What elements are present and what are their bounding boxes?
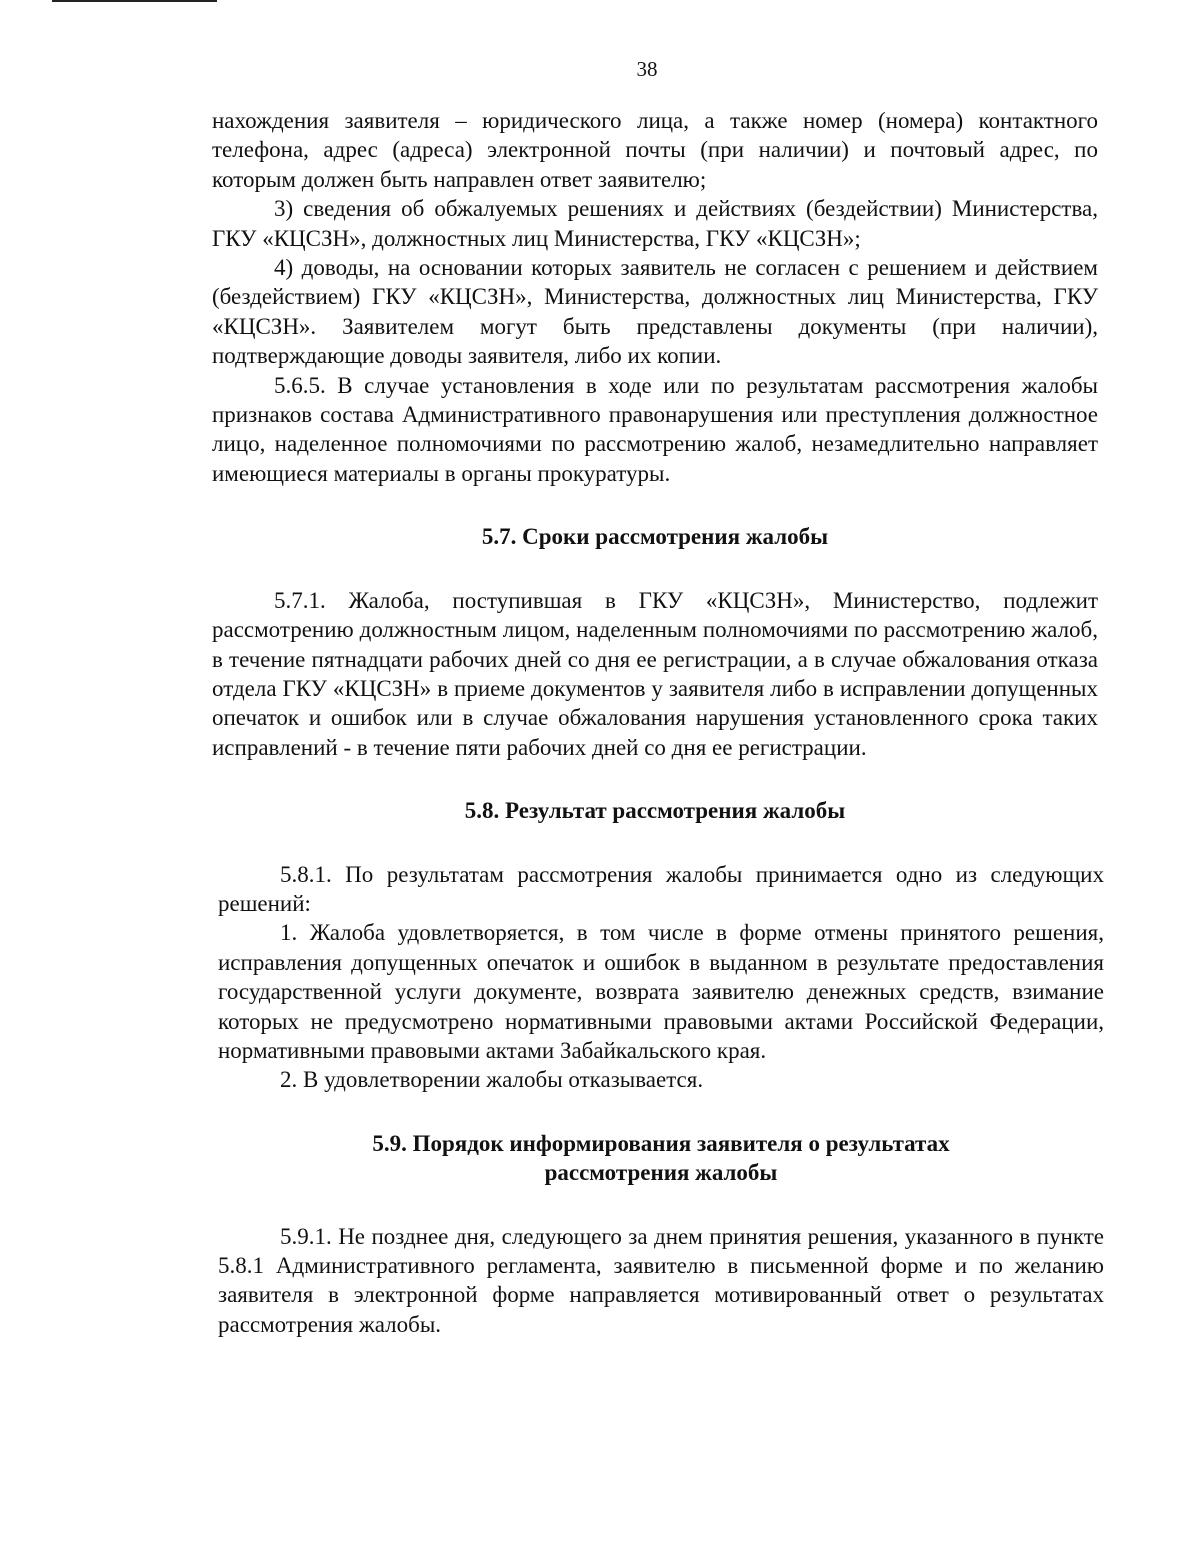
heading-5-9-line-2: рассмотрения жалобы bbox=[544, 1160, 778, 1186]
heading-5-8: 5.8. Результат рассмотрения жалобы bbox=[464, 798, 846, 824]
top-rule-line bbox=[52, 0, 217, 2]
document-body bbox=[212, 106, 1104, 1339]
paragraph-5-6-5: 5.6.5. В случае установления в ходе или по результатам рассмотрения жалобы признаков состава Административного правонарушения или преступления должностное лицо, наделенное полномочиями по рассмотрению жалоб, незамедлительно направляет имеющиеся материалы в органы прокуратуры. bbox=[212, 372, 1098, 486]
page-number: 38 bbox=[636, 57, 658, 81]
paragraph-decision-1: 1. Жалоба удовлетворяется, в том числе в форме отмены принятого решения, исправления допущенных опечаток и ошибок в выданном в результате предоставления государственной услуги документе, возврата заявителю денежных средств, взимание которых не предусмотрено нормативными правовыми актами Российской Федерации, нормативными правовыми актами Забайкальского края. bbox=[218, 920, 1104, 1063]
paragraph-5-7-1: 5.7.1. Жалоба, поступившая в ГКУ «КЦСЗН», Министерство, подлежит рассмотрению должностным лицом, наделенным полномочиями по рассмотрению жалоб, в течение пятнадцати рабочих дней со дня ее регистрации, а в случае обжалования отказа отдела ГКУ «КЦСЗН» в приеме документов у заявителя либо в исправлении допущенных опечаток и ошибок или в случае обжалования нарушения установленного срока таких исправлений - в течение пяти рабочих дней со дня ее регистрации. bbox=[212, 587, 1098, 760]
heading-5-9-line-1: 5.9. Порядок информирования заявителя о результатах bbox=[372, 1130, 950, 1156]
heading-5-9 bbox=[218, 1129, 1104, 1188]
paragraph-5-8-1: 5.8.1. По результатам рассмотрения жалобы принимается одно из следующих решений: bbox=[218, 861, 1104, 916]
paragraph-applicant-contacts: нахождения заявителя – юридического лица, а также номер (номера) контактного телефона, адрес (адреса) электронной почты (при наличии) и почтовый адрес, по которым должен быть направлен ответ заявителю; bbox=[212, 108, 1098, 192]
section-5-8-body bbox=[218, 860, 1104, 1340]
paragraph-item-3: 3) сведения об обжалуемых решениях и действиях (бездействии) Министерства, ГКУ «КЦСЗН», должностных лиц Министерства, ГКУ «КЦСЗН»; bbox=[212, 196, 1098, 251]
paragraph-5-9-1: 5.9.1. Не позднее дня, следующего за днем принятия решения, указанного в пункте 5.8.1 Административного регламента, заявителю в письменной форме и по желанию заявителя в электронной форме направляется мотивированный ответ о результатах рассмотрения жалобы. bbox=[218, 1223, 1104, 1337]
paragraph-item-4: 4) доводы, на основании которых заявитель не согласен с решением и действием (бездействием) ГКУ «КЦСЗН», Министерства, должностных лиц Министерства, ГКУ «КЦСЗН». Заявителем могут быть представлены документы (при наличии), подтверждающие доводы заявителя, либо их копии. bbox=[212, 255, 1098, 369]
heading-5-7: 5.7. Сроки рассмотрения жалобы bbox=[481, 524, 829, 550]
paragraph-decision-2: 2. В удовлетворении жалобы отказывается. bbox=[280, 1067, 704, 1093]
